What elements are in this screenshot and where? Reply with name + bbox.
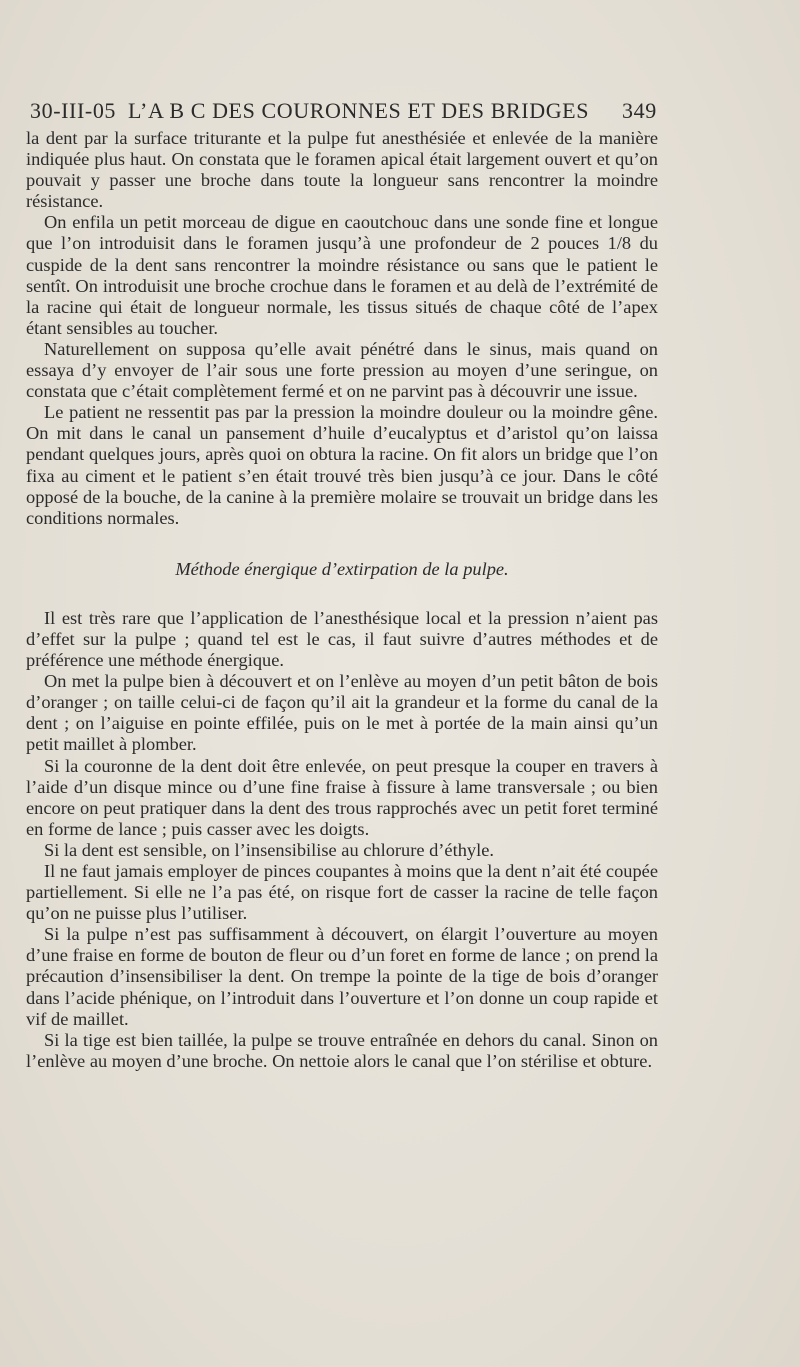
paragraph-8: Si la dent est sensible, on l’insensibilise au chlorure d’éthyle.	[44, 839, 494, 860]
paragraph-9: Il ne faut jamais employer de pinces coupantes à moins que la dent n’ait été coupée partiellement. Si elle ne l’a pas été, on risque fort de casser la racine de telle façon qu’on ne puisse plus l’utiliser.	[26, 861, 658, 924]
paragraph-4: Le patient ne ressentit pas par la pression la moindre douleur ou la moindre gêne. On mit dans le canal un pansement d’huile d’eucalyptus et d’aristol qu’on laissa pendant quelques jours, après quoi on obtura la racine. On fit alors un bridge que l’on fixa au ciment et le patient s’en était trouvé très bien jusqu’à ce jour. Dans le côté opposé de la bouche, de la canine à la première molaire se trouvait un bridge dans les conditions normales.	[26, 402, 658, 528]
paragraph-5: Il est très rare que l’application de l’anesthésique local et la pression n’aient pas d’effet sur la pulpe ; quand tel est le cas, il faut suivre d’autres méthodes et de préférence une méthode énergique.	[26, 607, 658, 671]
paragraph-6: On met la pulpe bien à découvert et on l’enlève au moyen d’un petit bâton de bois d’oranger ; on taille celui-ci de façon qu’il ait la grandeur et la forme du canal de la dent ; on l’aiguise en pointe effilée, puis on le met à portée de la main ainsi qu’un petit maillet à plomber.	[26, 671, 658, 755]
paragraph-7: Si la couronne de la dent doit être enlevée, on peut presque la couper en travers à l’aide d’un disque mince ou d’une fine fraise à fissure à lame transversale ; ou bien encore on peut pratiquer dans la dent des trous rapprochés avec un petit foret terminé en forme de lance ; puis casser avec les doigts.	[26, 755, 658, 839]
running-head	[30, 98, 670, 126]
paragraph-2: On enfila un petit morceau de digue en caoutchouc dans une sonde fine et longue que l’on introduisit dans le foramen jusqu’à une profondeur de 2 pouces 1/8 du cuspide de la dent sans rencontrer la moindre résistance ou sans que le patient le sentît. On introduisit une broche crochue dans le foramen et au delà de l’extrémité de la racine qui était de longueur normale, les tissus situés de chaque côté de l’apex étant sensibles au toucher.	[26, 212, 658, 338]
paragraph-10: Si la pulpe n’est pas suffisamment à découvert, on élargit l’ouverture au moyen d’une fraise en forme de bouton de fleur ou d’un foret en forme de lance ; on prend la précaution d’insensibiliser la dent. On trempe la pointe de la tige de bois d’oranger dans l’acide phénique, on l’introduit dans l’ouverture et l’on donne un coup rapide et vif de maillet.	[26, 924, 658, 1029]
header-date: 30-III-05	[30, 98, 117, 123]
paragraph-3: Naturellement on supposa qu’elle avait pénétré dans le sinus, mais quand on essaya d’y envoyer de l’air sous une forte pression au moyen d’une seringue, on constata que c’était complètement fermé et on ne parvint pas à découvrir une issue.	[26, 338, 658, 402]
section-title: Méthode énergique d’extirpation de la pulpe.	[175, 558, 509, 579]
body-text	[26, 128, 658, 1072]
header-title: L’A B C DES COURONNES ET DES BRIDGES	[128, 98, 590, 123]
page-number: 349	[622, 98, 657, 123]
paragraph-11: Si la tige est bien taillée, la pulpe se trouve entraînée en dehors du canal. Sinon on l’enlève au moyen d’une broche. On nettoie alors le canal que l’on stérilise et obture.	[26, 1029, 658, 1071]
paragraph-1: la dent par la surface triturante et la pulpe fut anesthésiée et enlevée de la manière indiquée plus haut. On constata que le foramen apical était largement ouvert et qu’on pouvait y passer une broche dans toute la longueur sans rencontrer la moindre résistance.	[26, 128, 658, 212]
